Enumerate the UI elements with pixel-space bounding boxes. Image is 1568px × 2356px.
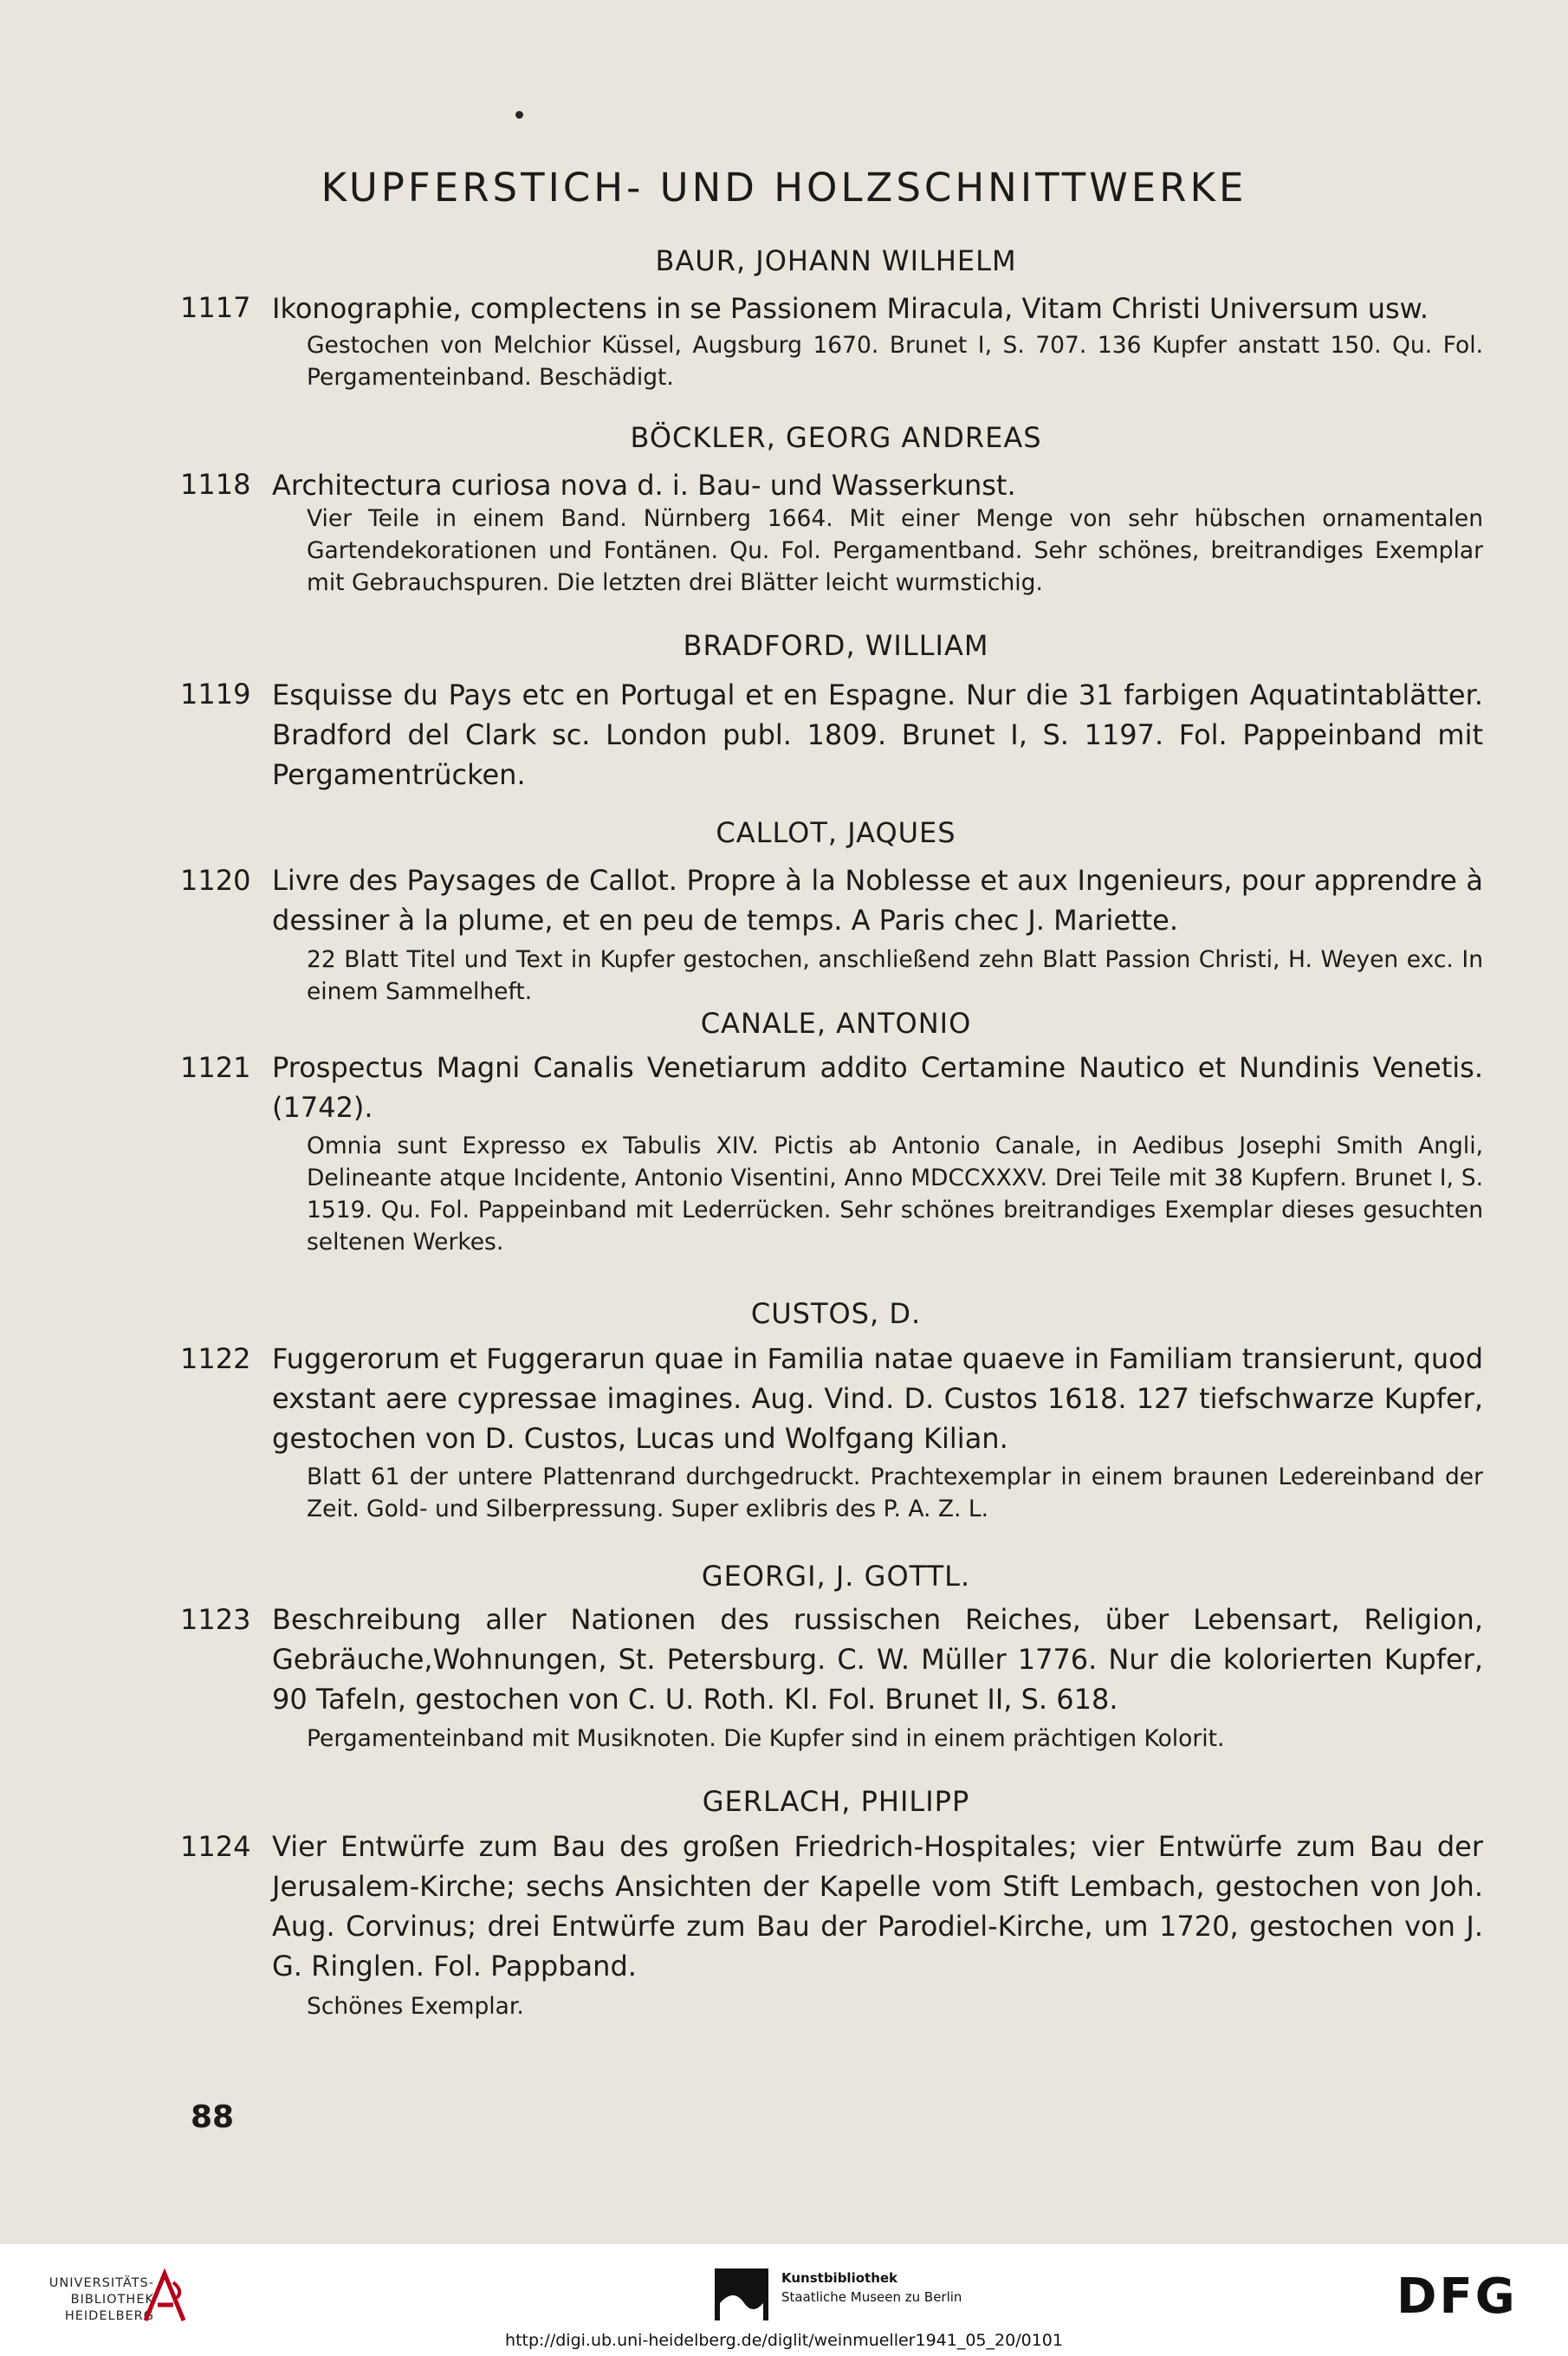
lot-title: Prospectus Magni Canalis Venetiarum addito Certamine Nautico et Nundinis Venetis. (1742). [272,1051,1483,1124]
lot-title: Vier Entwürfe zum Bau des großen Friedrich-Hospitales; vier Entwürfe zum Bau der Jerusalem-Kirche; sechs Ansichten der Kapelle vom Stift Lembach, gestochen von Joh. Aug. Corvinus; drei Entwürfe zum Bau der Parodiel-Kirche, um 1720, gestochen von J. G. Ringlen. Fol. Pappband. [272,1830,1483,1983]
lot-note: Blatt 61 der untere Plattenrand durchgedruckt. Prachtexemplar in einem braunen Ledereinband der Zeit. Gold- und Silberpressung. Super exlibris des P. A. Z. L. [307,1464,1483,1522]
dfg-logo: DFG [1396,2268,1518,2325]
lot-number: 1117 [180,291,251,324]
lot-title: Beschreibung aller Nationen des russischen Reiches, über Lebensart, Religion, Gebräuche,Wohnungen, St. Petersburg. C. W. Müller 1776. Nur die kolorierten Kupfer, 90 Tafeln, gestochen von C. U. Roth. Kl. Fol. Brunet II, S. 618. [272,1603,1483,1716]
university-logo-icon [139,2268,191,2326]
author-heading: BRADFORD, WILLIAM [683,629,989,662]
lot-note: Pergamenteinband mit Musiknoten. Die Kupfer sind in einem prächtigen Kolorit. [307,1725,1225,1752]
lot-number: 1118 [180,468,251,501]
lot-number: 1122 [180,1342,251,1375]
lot-title: Architectura curiosa nova d. i. Bau- und Wasserkunst. [272,469,1016,502]
kb-subtitle: Staatliche Museen zu Berlin [781,2289,962,2305]
lot-title: Esquisse du Pays etc en Portugal et en Espagne. Nur die 31 farbigen Aquatintablätter. Bradford del Clark sc. London publ. 1809. Brunet I, S. 1197. Fol. Pappeinband mit Pergamentrücken. [272,678,1483,791]
lot-title: Livre des Paysages de Callot. Propre à la Noblesse et aux Ingenieurs, pour apprendre à dessiner à la plume, et en peu de temps. A Paris chec J. Mariette. [272,864,1483,937]
lot-note: Gestochen von Melchior Küssel, Augsburg 1670. Brunet I, S. 707. 136 Kupfer anstatt 150. Qu. Fol. Pergamenteinband. Beschädigt. [307,332,1483,391]
lot-number: 1124 [180,1830,251,1863]
page-title: KUPFERSTICH- UND HOLZSCHNITTWERKE [321,165,1247,211]
page-url-link[interactable]: http://digi.ub.uni-heidelberg.de/diglit/weinmueller1941_05_20/0101 [505,2331,1063,2350]
lot-number: 1119 [180,678,251,711]
footer-bar [0,2244,1568,2356]
lot-note: Vier Teile in einem Band. Nürnberg 1664. Mit einer Menge von sehr hübschen ornamentalen Gartendekorationen und Fontänen. Qu. Fol. Pergamentband. Sehr schönes, breitrandiges Exemplar mit Gebrauchspuren. Die letzten drei Blätter leicht wurmstichig. [307,505,1483,596]
lot-title: Ikonographie, complectens in se Passionem Miracula, Vitam Christi Universum usw. [272,292,1429,325]
author-heading: GEORGI, J. GOTTL. [701,1560,971,1593]
kunstbibliothek-text [781,2268,962,2307]
lot-note: Omnia sunt Expresso ex Tabulis XIV. Pictis ab Antonio Canale, in Aedibus Josephi Smith Angli, Delineante atque Incidente, Antonio Visentini, Anno MDCCXXXV. Drei Teile mit 38 Kupfern. Brunet I, S. 1519. Qu. Fol. Pappeinband mit Lederrücken. Sehr schönes breitrandiges Exemplar dieses gesuchten seltenen Werkes. [307,1133,1483,1256]
lot-title: Fuggerorum et Fuggerarun quae in Familia natae quaeve in Familiam transierunt, quod exstant aere cypressae imagines. Aug. Vind. D. Custos 1618. 127 tiefschwarze Kupfer, gestochen von D. Custos, Lucas und Wolfgang Kilian. [272,1342,1483,1455]
lot-number: 1121 [180,1051,251,1084]
university-name: UNIVERSITÄTS-BIBLIOTHEK HEIDELBERG [49,2276,154,2323]
author-heading: GERLACH, PHILIPP [702,1785,970,1818]
ink-dot [515,111,523,119]
lot-number: 1120 [180,864,251,897]
page-number: 88 [191,2100,235,2135]
author-heading: BAUR, JOHANN WILHELM [655,244,1017,277]
author-heading: CALLOT, JAQUES [716,816,956,849]
lot-note: Schönes Exemplar. [307,1993,524,2020]
kunstbibliothek-logo-icon [715,2268,768,2320]
author-heading: CUSTOS, D. [750,1297,922,1330]
author-heading: BÖCKLER, GEORG ANDREAS [630,421,1042,454]
lot-note: 22 Blatt Titel und Text in Kupfer gestochen, anschließend zehn Blatt Passion Christi, H. Weyen exc. In einem Sammelheft. [307,946,1483,1005]
author-heading: CANALE, ANTONIO [700,1007,972,1040]
lot-number: 1123 [180,1603,251,1636]
kb-name: Kunstbibliothek [781,2270,898,2286]
